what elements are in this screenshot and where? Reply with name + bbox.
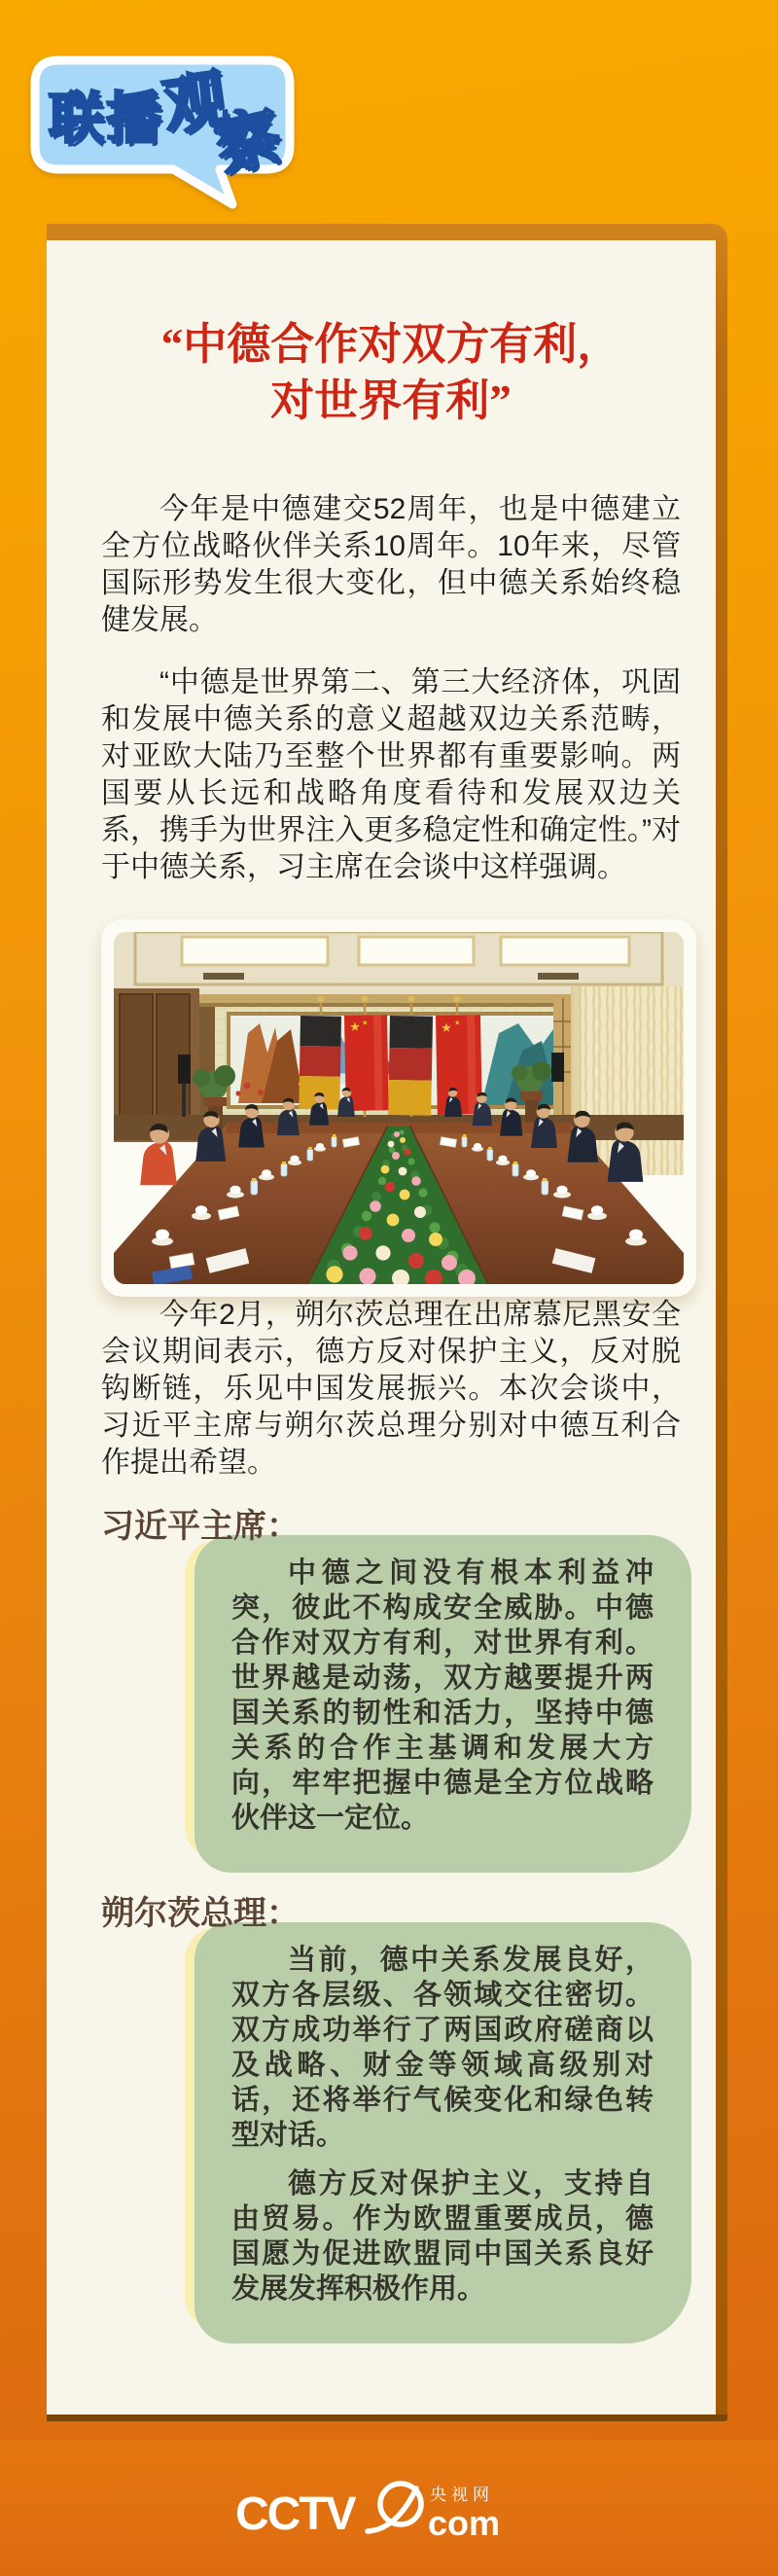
- quote-bubble-scholz: [185, 1927, 681, 2330]
- cctv-logo-cn-text: 央视网: [430, 2486, 494, 2504]
- brand-logo-text-guan: 观: [159, 61, 232, 143]
- page-title: [101, 316, 681, 429]
- cctv-logo-text: CCTV: [235, 2488, 355, 2540]
- page-title-line2: 对世界有利”: [270, 376, 512, 425]
- quote-bubble-xi: [185, 1540, 681, 1859]
- article-card: [47, 240, 716, 2415]
- page-title-line1: “中德合作对双方有利，: [160, 320, 621, 369]
- svg-text:★: ★: [349, 1019, 361, 1034]
- svg-text:★: ★: [454, 1020, 461, 1027]
- brand-logo: [25, 49, 327, 229]
- photo-card: [101, 919, 696, 1297]
- footer: [0, 2440, 778, 2576]
- paragraph-1: 今年是中德建交52周年，也是中德建立全方位战略伙伴关系10周年。10年来，尽管国际形势发生很大变化，但中德关系始终稳健发展。: [101, 493, 681, 636]
- meeting-photo: [114, 932, 684, 1284]
- cctv-logo: [0, 2475, 778, 2545]
- speaker-label-xi: 习近平主席：: [101, 1508, 300, 1545]
- quote-scholz-paragraph-1: 当前，德中关系发展良好，双方各层级、各领域交往密切。双方成功举行了两国政府磋商以及战略、财金等领域高级别对话，还将举行气候变化和绿色转型对话。: [231, 1945, 654, 2151]
- quote-xi-paragraph: 中德之间没有根本利益冲突，彼此不构成安全威胁。中德合作对双方有利，对世界有利。世界越是动荡，双方越要提升两国关系的韧性和活力，坚持中德关系的合作主基调和发展大方向，牢牢把握中德是全方位战略伙伴这一定位。: [231, 1557, 654, 1834]
- cctv-logo-com-text: com: [428, 2503, 501, 2543]
- quote-scholz-paragraph-2: 德方反对保护主义，支持自由贸易。作为欧盟重要成员，德国愿为促进欧盟同中国关系良好发展发挥积极作用。: [231, 2168, 654, 2305]
- paragraph-2: “中德是世界第二、第三大经济体，巩固和发展中德关系的意义超越双边关系范畴，对亚欧大陆乃至整个世界都有重要影响。两国要从长远和战略角度看待和发展双边关系，携手为世界注入更多稳定性和确定性。”对于中德关系，习主席在会谈中这样强调。: [101, 666, 681, 883]
- speaker-label-scholz: 朔尔茨总理：: [101, 1895, 300, 1932]
- svg-text:★: ★: [362, 1020, 369, 1027]
- brand-logo-text-lianbo: 联播: [49, 88, 163, 150]
- brand-logo-text-cha: 察: [208, 98, 288, 184]
- paragraph-3: 今年2月，朔尔茨总理在出席慕尼黑安全会议期间表示，德方反对保护主义，反对脱钩断链，乐见中国发展振兴。本次会谈中，习近平主席与朔尔茨总理分别对中德互利合作提出希望。: [101, 1299, 681, 1479]
- svg-text:★: ★: [441, 1020, 453, 1035]
